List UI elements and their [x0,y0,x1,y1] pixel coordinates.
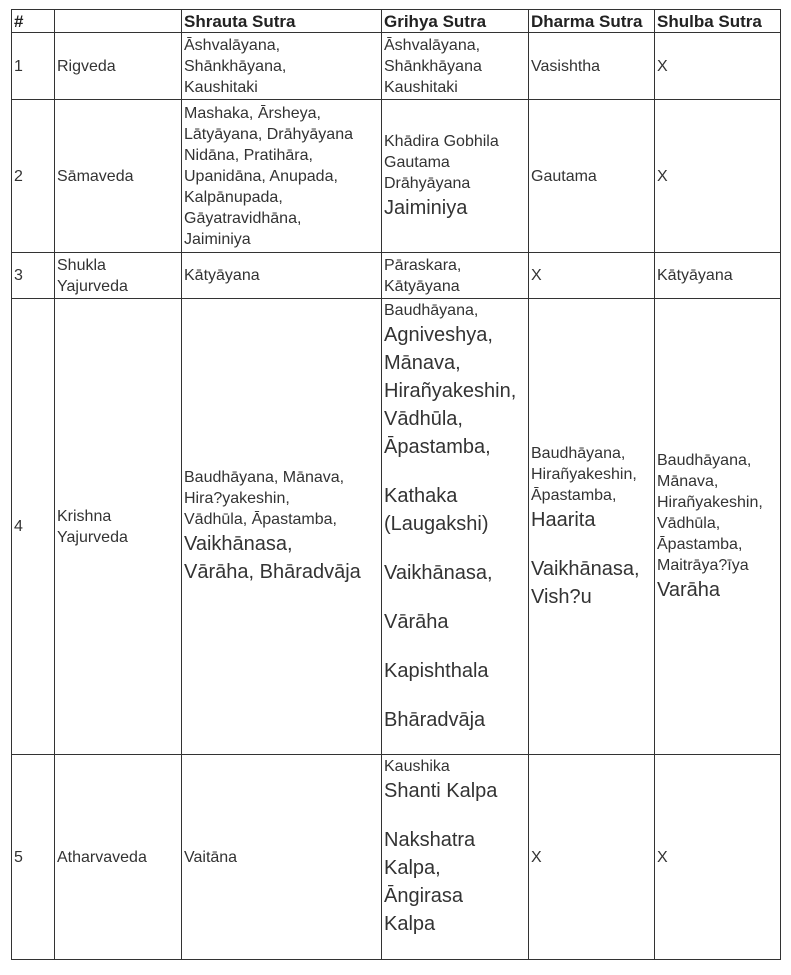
row-number: 1 [12,33,55,100]
grihya-line: Drāhyāyana [384,174,471,192]
grihya-line: Kaushitaki [384,78,458,96]
grihya-line: Āngirasa [384,885,463,907]
header-shrauta: Shrauta Sutra [182,10,382,33]
grihya-line: Agniveshya, [384,324,493,346]
shrauta-line: Vaikhānasa, [184,533,293,555]
dharma-cell: Gautama [529,100,655,253]
shrauta-line: Jaiminiya [184,230,251,248]
grihya-line: Kaushika [384,758,450,775]
grihya-line: Kapishthala [384,660,489,682]
header-veda [55,10,182,33]
veda-name: Rigveda [55,33,182,100]
row-number: 2 [12,100,55,253]
grihya-line: Kathaka [384,485,458,507]
dharma-line: Vish?u [531,585,592,608]
shulba-cell: X [655,755,781,960]
grihya-line: Hirañyakeshin, [384,380,517,402]
shrauta-line: Gāyatravidhāna, [184,209,302,227]
grihya-cell [382,755,529,960]
grihya-line: Baudhāyana, [384,302,479,319]
shrauta-line: Kalpānupada, [184,188,283,206]
grihya-cell [382,33,529,100]
header-shulba: Shulba Sutra [655,10,781,33]
veda-name: Atharvaveda [55,755,182,960]
grihya-line: Bhāradvāja [384,709,486,731]
row-number: 5 [12,755,55,960]
dharma-cell [529,299,655,755]
shrauta-line: Shānkhāyana, [184,57,287,75]
dharma-cell: Vasishtha [529,33,655,100]
shrauta-line: Hira?yakeshin, [184,490,290,507]
table-row [12,299,781,755]
dharma-line: Baudhāyana, [531,444,626,462]
shulba-line: Varāha [657,578,721,601]
shrauta-line: Lātyāyana, Drāhyāyana [184,125,353,143]
grihya-line: Kalpa, [384,857,441,879]
grihya-line: Gautama [384,153,450,171]
shrauta-line: Vārāha, Bhāradvāja [184,561,361,583]
grihya-line: Vārāha [384,611,449,633]
grihya-cell [382,253,529,299]
grihya-line: Khādira Gobhila [384,132,499,150]
grihya-line: Kātyāyana [384,277,460,295]
vedic-sutras-table [11,9,781,960]
grihya-line: Āshvalāyana, [384,36,481,54]
shulba-line: Mānava, [657,472,719,490]
shulba-line: Vādhūla, [657,514,721,532]
dharma-line: Haarita [531,508,596,531]
table-row [12,33,781,100]
table-row [12,755,781,960]
shrauta-line: Baudhāyana, Mānava, [184,469,345,486]
shrauta-line: Āshvalāyana, [184,36,281,54]
shulba-cell: X [655,100,781,253]
shrauta-cell [182,100,382,253]
grihya-line: (Laugakshi) [384,513,489,535]
dharma-cell: X [529,755,655,960]
grihya-line: Nakshatra [384,829,476,851]
veda-line: Yajurveda [57,277,128,295]
shrauta-cell [182,33,382,100]
grihya-cell [382,299,529,755]
grihya-line: Shanti Kalpa [384,780,498,802]
shulba-cell: Kātyāyana [655,253,781,299]
grihya-line: Vādhūla, [384,408,463,430]
shulba-line: Hirañyakeshin, [657,493,763,511]
grihya-line: Kalpa [384,913,436,935]
dharma-line: Hirañyakeshin, [531,465,637,483]
header-row [12,10,781,33]
dharma-line: Vaikhānasa, [531,557,640,580]
shulba-line: Āpastamba, [657,535,743,553]
shrauta-line: Upanidāna, Anupada, [184,167,338,185]
veda-line: Shukla [57,256,106,274]
grihya-line: Vaikhānasa, [384,562,493,584]
header-dharma: Dharma Sutra [529,10,655,33]
shulba-line: Baudhāyana, [657,451,752,469]
grihya-line: Shānkhāyana [384,57,482,75]
veda-line: Yajurveda [57,528,128,546]
shulba-cell [655,299,781,755]
grihya-cell [382,100,529,253]
grihya-line: Mānava, [384,352,461,374]
dharma-cell: X [529,253,655,299]
shrauta-line: Vādhūla, Āpastamba, [184,511,337,528]
shulba-cell: X [655,33,781,100]
header-grihya: Grihya Sutra [382,10,529,33]
header-number: # [12,10,55,33]
veda-name [55,253,182,299]
dharma-line: Āpastamba, [531,486,617,504]
shrauta-cell: Kātyāyana [182,253,382,299]
shrauta-line: Nidāna, Pratihāra, [184,146,313,164]
shrauta-line: Kaushitaki [184,78,258,96]
shulba-line: Maitrāya?īya [657,556,749,574]
shrauta-cell: Vaitāna [182,755,382,960]
veda-name [55,299,182,755]
table-row [12,100,781,253]
shrauta-line: Mashaka, Ārsheya, [184,104,321,122]
shrauta-cell [182,299,382,755]
veda-name: Sāmaveda [55,100,182,253]
veda-line: Krishna [57,507,112,525]
row-number: 4 [12,299,55,755]
grihya-line: Āpastamba, [384,436,491,458]
grihya-line: Pāraskara, [384,256,462,274]
grihya-line: Jaiminiya [384,196,468,219]
row-number: 3 [12,253,55,299]
table-row [12,253,781,299]
